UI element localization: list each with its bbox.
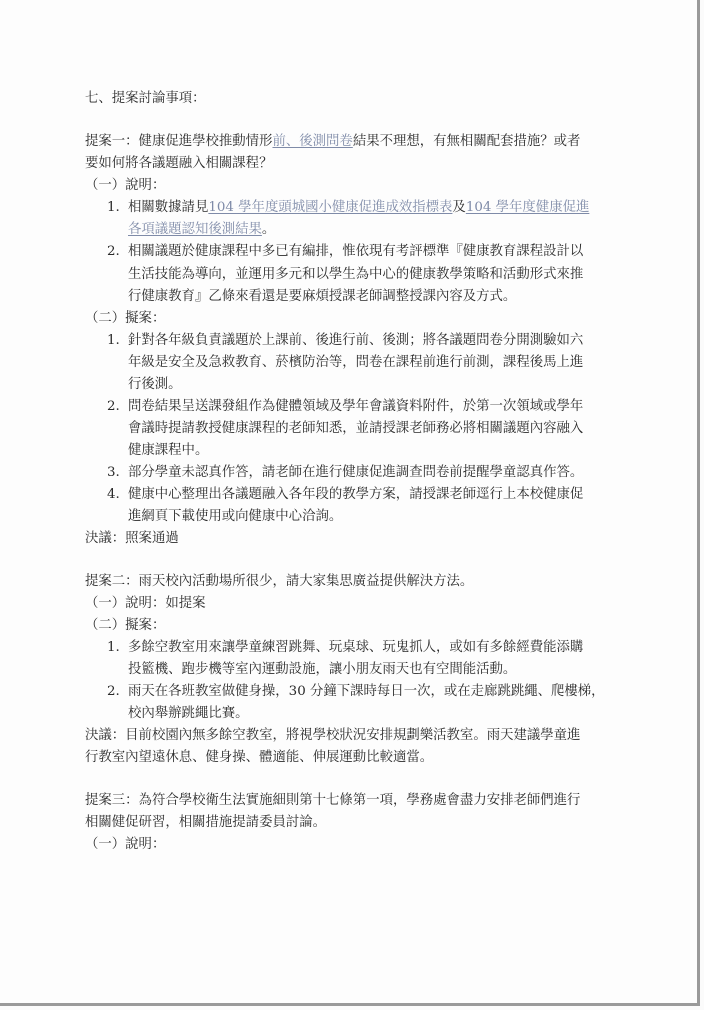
section-heading: 七、提案討論事項： — [85, 91, 206, 106]
proposal3-explain-heading: （一）說明： — [85, 837, 166, 852]
proposal2-proposal-heading: （二）擬案： — [85, 618, 166, 633]
proposal1-item2-line2: 會議時提請教授健康課程的老師知悉，並請授課老師務必將相關議題內容融入 — [128, 421, 584, 436]
proposal1-item2-line3: 健康課程中。 — [128, 443, 209, 458]
proposal1-item1-line1: 針對各年級負責議題於上課前、後進行前、後測；將各議題問卷分開測驗如六 — [128, 333, 584, 348]
proposal1-explain-item2-line3: 行健康教育』乙條來看還是要麻煩授課老師調整授課內容及方式。 — [128, 289, 517, 304]
proposal2-item2-line2: 校內舉辦跳繩比賽。 — [128, 706, 249, 721]
proposal1-item3-num: 3. — [107, 465, 120, 480]
proposal1-item4-num: 4. — [107, 487, 120, 502]
proposal2-resolution-line1: 決議：目前校園內無多餘空教室，將視學校狀況安排規劃樂活教室。雨天建議學童進 — [85, 728, 581, 743]
proposal1-item1-num: 1. — [107, 333, 120, 348]
proposal1-title-line1 — [85, 133, 580, 151]
item1-text-b: 及 — [452, 200, 466, 215]
proposal2-item1-line1: 多餘空教室用來讓學童練習跳舞、玩桌球、玩鬼抓人，或如有多餘經費能添購 — [128, 640, 584, 655]
proposal1-explain-item2-line2: 生活技能為導向，並運用多元和以學生為中心的健康教學策略和活動形式來推 — [128, 267, 584, 282]
questionnaire-link[interactable]: 前、後測問卷 — [272, 134, 353, 149]
proposal1-item1-line2: 年級是安全及急救教育、菸檳防治等，問卷在課程前進行前測，課程後馬上進 — [128, 355, 584, 370]
proposal1-item4-line1: 健康中心整理出各議題融入各年段的教學方案，請授課老師逕行上本校健康促 — [128, 487, 584, 502]
proposal1-item2-line1: 問卷結果呈送課發組作為健體領域及學年會議資料附件，於第一次領域或學年 — [128, 399, 584, 414]
proposal1-title-text-a: 提案一：健康促進學校推動情形 — [85, 134, 273, 149]
posttest-link-part1[interactable]: 104 學年度健康促進 — [465, 200, 590, 215]
proposal1-title-line2: 要如何將各議題融入相關課程？ — [85, 156, 273, 171]
proposal1-item4-line2: 進網頁下載使用或向健康中心洽詢。 — [128, 509, 343, 524]
proposal1-explain-item1-line1 — [128, 199, 589, 217]
indicator-table-link[interactable]: 104 學年度頭城國小健康促進成效指標表 — [208, 200, 453, 215]
proposal2-explain: （一）說明：如提案 — [85, 596, 206, 611]
proposal1-title-text-b: 結果不理想，有無相關配套措施？或者 — [352, 134, 581, 149]
proposal1-explain-item2-num: 2. — [107, 244, 120, 259]
proposal2-item1-num: 1. — [107, 640, 120, 655]
proposal1-item3-line1: 部分學童未認真作答，請老師在進行健康促進調查問卷前提醒學童認真作答。 — [128, 465, 584, 480]
proposal1-item1-line3: 行後測。 — [128, 377, 182, 392]
item1-text-a: 相關數據請見 — [128, 200, 209, 215]
proposal1-explain-item2-line1: 相關議題於健康課程中多已有編排，惟依現有考評標準『健康教育課程設計以 — [128, 244, 584, 259]
proposal2-item1-line2: 投籃機、跑步機等室內運動設施，讓小朋友雨天也有空間能活動。 — [128, 662, 517, 677]
item1-text-c: 。 — [261, 222, 276, 237]
proposal1-explain-item1-line2 — [128, 221, 275, 239]
proposal1-resolution: 決議：照案通過 — [85, 531, 179, 546]
posttest-link-part2[interactable]: 各項議題認知後測結果 — [128, 222, 262, 237]
proposal2-resolution-line2: 行教室內望遠休息、健身操、體適能、伸展運動比較適當。 — [85, 750, 434, 765]
proposal3-title-line2: 相關健促研習，相關措施提請委員討論。 — [85, 815, 327, 830]
proposal1-explain-item1-num: 1. — [107, 200, 120, 215]
proposal1-item2-num: 2. — [107, 399, 120, 414]
proposal1-proposal-heading: （二）擬案： — [85, 311, 166, 326]
proposal2-title: 提案二：雨天校內活動場所很少，請大家集思廣益提供解決方法。 — [85, 574, 474, 589]
proposal1-explain-heading: （一）說明： — [85, 178, 166, 193]
proposal2-item2-num: 2. — [107, 684, 120, 699]
proposal2-item2-line1: 雨天在各班教室做健身操，30 分鐘下課時每日一次，或在走廊跳跳繩、爬樓梯， — [128, 684, 605, 699]
proposal3-title-line1: 提案三：為符合學校衛生法實施細則第十七條第一項，學務處會盡力安排老師們進行 — [85, 793, 581, 808]
